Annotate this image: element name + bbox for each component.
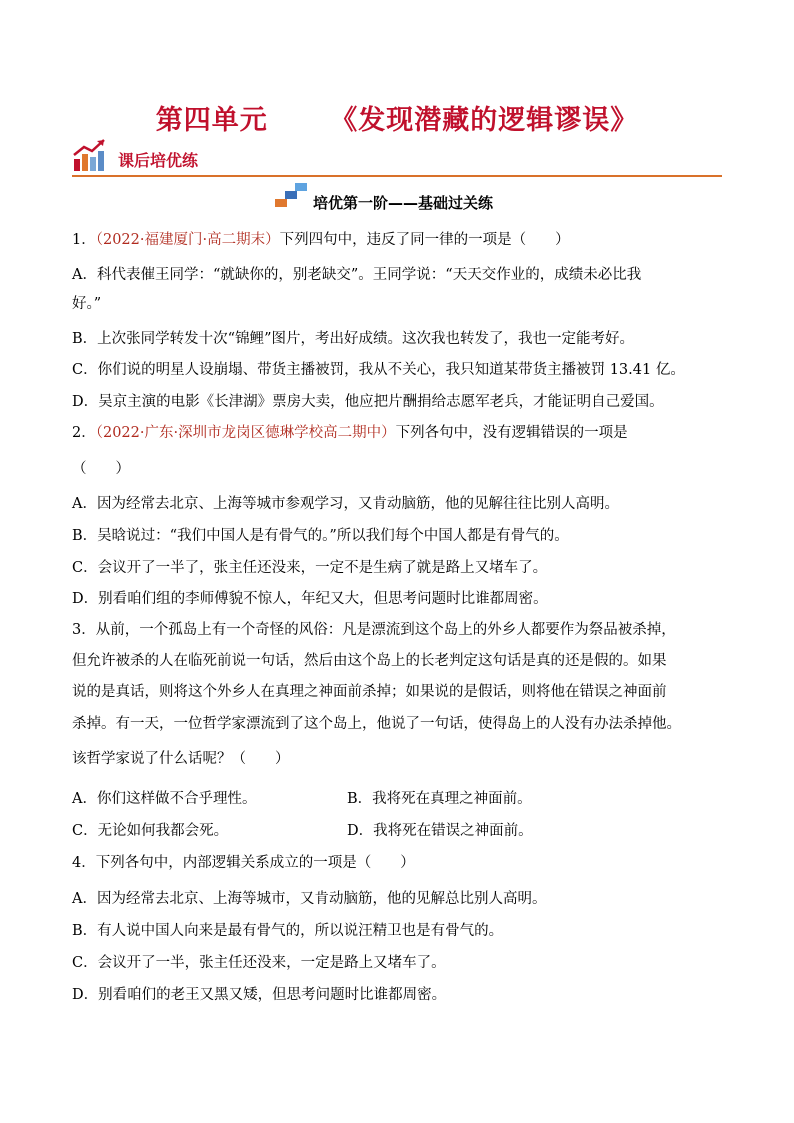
q3-stem-line-5: 该哲学家说了什么话呢？（ ） — [72, 751, 290, 767]
q4-option-d: D．别看咱们的老王又黑又矮，但思考问题时比谁都周密。 — [72, 987, 447, 1003]
question-text: 下列各句中，没有逻辑错误的一项是 — [395, 425, 628, 441]
q3-stem-line-4: 杀掉。有一天，一位哲学家漂流到了这个岛上，他说了一句话，使得岛上的人没有办法杀掉他。 — [72, 716, 681, 732]
q4-option-a: A．因为经常去北京、上海等城市，又肯动脑筋，他的见解总比别人高明。 — [72, 891, 547, 907]
q1-option-a-continued: 好。” — [72, 296, 102, 312]
stairs-icon — [275, 183, 309, 207]
q1-option-b: B．上次张同学转发十次“锦鲤”图片，考出好成绩。这次我也转发了，我也一定能考好。 — [72, 331, 634, 347]
question-source: （2022·福建厦门·高二期末） — [95, 232, 280, 248]
q2-answer-paren: （ ） — [72, 461, 130, 477]
bar-chart-growth-icon — [72, 137, 108, 173]
q2-option-b: B．吴晗说过：“我们中国人是有骨气的。”所以我们每个中国人都是有骨气的。 — [72, 528, 569, 544]
question-number: 1． — [72, 232, 96, 248]
q3-option-a: A．你们这样做不合乎理性。 — [72, 791, 257, 807]
q4-option-c: C．会议开了一半，张主任还没来，一定是路上又堵车了。 — [72, 955, 446, 971]
q3-option-b: B．我将死在真理之神面前。 — [347, 791, 532, 807]
q2-option-a: A．因为经常去北京、上海等城市参观学习，又肯动脑筋，他的见解往往比别人高明。 — [72, 496, 619, 512]
question-number: 2． — [72, 425, 96, 441]
q1-option-c: C．你们说的明星人设崩塌、带货主播被罚，我从不关心，我只知道某带货主播被罚 13.41 亿。 — [72, 362, 685, 378]
q1-option-a: A．科代表催王同学：“就缺你的，别老缺交”。王同学说：“天天交作业的，成绩未必比我 — [72, 267, 642, 283]
question-1-stem — [72, 230, 570, 250]
question-2-stem — [72, 423, 628, 443]
subheading: 培优第一阶——基础过关练 — [313, 194, 494, 212]
q2-option-d: D．别看咱们组的李师傅貌不惊人，年纪又大，但思考问题时比谁都周密。 — [72, 591, 548, 607]
question-source: （2022·广东·深圳市龙岗区德琳学校高二期中） — [95, 425, 396, 441]
q3-stem-line-3: 说的是真话，则将这个外乡人在真理之神面前杀掉；如果说的是假话，则将他在错误之神面前 — [72, 684, 667, 700]
section-divider — [72, 175, 722, 177]
q3-stem-line-2: 但允许被杀的人在临死前说一句话，然后由这个岛上的长老判定这句话是真的还是假的。如果 — [72, 653, 667, 669]
page-title: 第四单元 《发现潜藏的逻辑谬误》 — [155, 105, 639, 136]
q1-option-d: D．吴京主演的电影《长津湖》票房大卖，他应把片酬捐给志愿军老兵，才能证明自己爱国。 — [72, 394, 664, 410]
q3-stem-line-1: 3．从前，一个孤岛上有一个奇怪的风俗：凡是漂流到这个岛上的外乡人都要作为祭品被杀掉， — [72, 622, 676, 638]
q3-option-c: C．无论如何我都会死。 — [72, 823, 229, 839]
q2-option-c: C．会议开了一半了，张主任还没来，一定不是生病了就是路上又堵车了。 — [72, 560, 548, 576]
section-label: 课后培优练 — [118, 151, 199, 170]
q4-option-b: B．有人说中国人向来是最有骨气的，所以说汪精卫也是有骨气的。 — [72, 923, 504, 939]
question-text: 下列四句中，违反了同一律的一项是（ ） — [279, 232, 570, 248]
question-4-stem: 4．下列各句中，内部逻辑关系成立的一项是（ ） — [72, 855, 415, 871]
q3-option-d: D．我将死在错误之神面前。 — [347, 823, 533, 839]
